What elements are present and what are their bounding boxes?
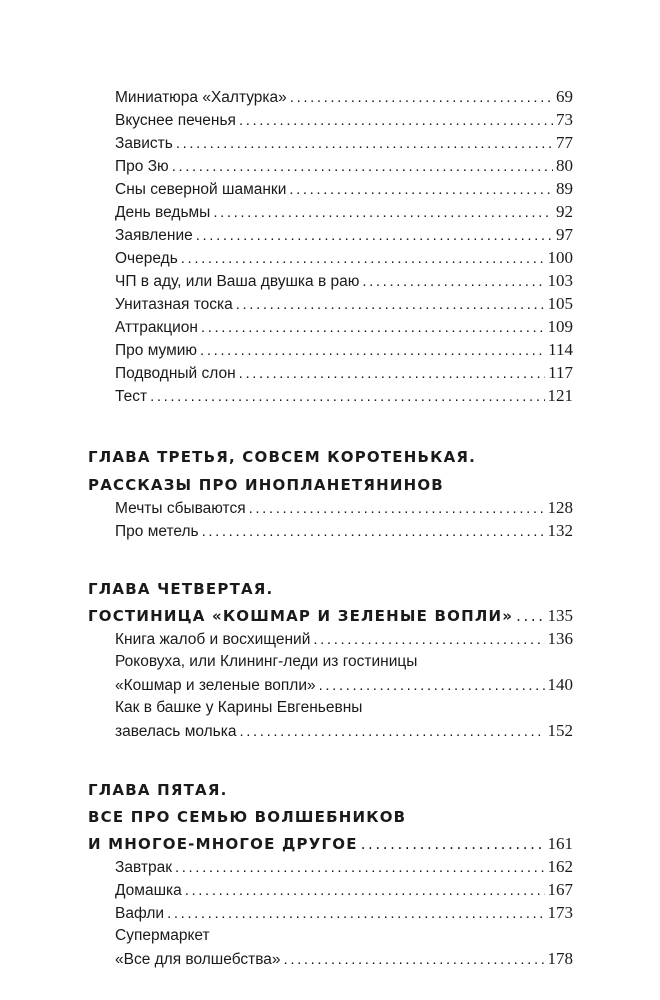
entry-title: День ведьмы: [115, 204, 211, 221]
toc-entry[interactable]: [115, 855, 573, 878]
chapter-heading-line: ВСЕ ПРО СЕМЬЮ ВОЛШЕБНИКОВ: [88, 808, 407, 826]
dot-leader: [150, 385, 544, 407]
dot-leader: [290, 86, 553, 108]
chapter-heading-line: ГЛАВА ПЯТАЯ.: [88, 781, 228, 799]
toc-entry[interactable]: [115, 85, 573, 108]
dot-leader: [236, 293, 545, 315]
dot-leader: [313, 628, 544, 650]
dot-leader: [172, 155, 553, 177]
dot-leader: [284, 948, 545, 970]
entry-page-number: 77: [556, 133, 573, 152]
entry-page-number: 167: [547, 880, 573, 899]
entry-page-number: 114: [548, 340, 573, 359]
entry-page-number: 80: [556, 156, 573, 175]
toc-entry-line1[interactable]: [115, 650, 573, 673]
entry-title: завелась молька: [115, 723, 237, 740]
dot-leader: [289, 178, 553, 200]
entry-page-number: 103: [547, 271, 573, 290]
entry-page-number: 128: [547, 498, 573, 517]
entry-title: Унитазная тоска: [115, 296, 233, 313]
chapter-heading[interactable]: [88, 779, 573, 802]
dot-leader: [185, 879, 545, 901]
dot-leader: [361, 833, 545, 855]
toc-entry[interactable]: [115, 361, 573, 384]
toc-entry[interactable]: [115, 154, 573, 177]
entry-page-number: 173: [547, 903, 573, 922]
dot-leader: [213, 201, 553, 223]
entry-page-number: 152: [547, 721, 573, 740]
entry-page-number: 69: [556, 87, 573, 106]
toc-entry[interactable]: [115, 200, 573, 223]
toc-entry[interactable]: [115, 246, 573, 269]
dot-leader: [240, 720, 545, 742]
dot-leader: [239, 362, 545, 384]
chapter-heading-line: РАССКАЗЫ ПРО ИНОПЛАНЕТЯНИНОВ: [88, 476, 444, 494]
toc-entry[interactable]: [115, 384, 573, 407]
entry-page-number: 105: [547, 294, 573, 313]
dot-leader: [196, 224, 553, 246]
entry-page-number: 132: [547, 521, 573, 540]
entry-title: Вкуснее печенья: [115, 112, 236, 129]
toc-entry[interactable]: [115, 108, 573, 131]
toc-entry[interactable]: [115, 177, 573, 200]
toc-entry[interactable]: [115, 901, 573, 924]
entry-title: Подводный слон: [115, 365, 236, 382]
chapter-heading[interactable]: [88, 578, 573, 601]
entry-title: Мечты сбываются: [115, 500, 246, 517]
chapter-heading[interactable]: [88, 474, 573, 497]
dot-leader: [239, 109, 553, 131]
chapter-heading[interactable]: [88, 832, 573, 855]
entry-page-number: 109: [547, 317, 573, 336]
entry-title: ЧП в аду, или Ваша двушка в раю: [115, 273, 360, 290]
dot-leader: [176, 132, 553, 154]
dot-leader: [201, 316, 545, 338]
toc-entry[interactable]: [115, 315, 573, 338]
toc-entry[interactable]: [115, 131, 573, 154]
entry-page-number: 178: [547, 949, 573, 968]
chapter-heading[interactable]: [88, 604, 573, 627]
entry-title: Как в башке у Карины Евгеньевны: [115, 699, 363, 716]
entry-title: Аттракцион: [115, 319, 198, 336]
entry-title: Сны северной шаманки: [115, 181, 287, 198]
dot-leader: [200, 339, 545, 361]
entry-title: Супермаркет: [115, 927, 210, 944]
entry-page-number: 89: [556, 179, 573, 198]
toc-entry-line1[interactable]: [115, 924, 573, 947]
dot-leader: [202, 520, 545, 542]
chapter-heading-line: И МНОГОЕ-МНОГОЕ ДРУГОЕ: [88, 835, 358, 853]
entry-page-number: 73: [556, 110, 573, 129]
entry-title: Домашка: [115, 882, 182, 899]
entry-title: Книга жалоб и восхищений: [115, 631, 311, 648]
entry-title: Про Зю: [115, 158, 169, 175]
toc-entry[interactable]: [115, 338, 573, 361]
entry-title: Тест: [115, 388, 148, 405]
entry-page-number: 117: [548, 363, 573, 382]
entry-title: Про мумию: [115, 342, 198, 359]
toc-entry[interactable]: [115, 223, 573, 246]
toc-entry[interactable]: [115, 496, 573, 519]
toc-entry-line2[interactable]: [115, 719, 573, 742]
entry-page-number: 92: [556, 202, 573, 221]
toc-entry-line1[interactable]: [115, 696, 573, 719]
entry-title: Зависть: [115, 135, 173, 152]
entry-page-number: 162: [547, 857, 573, 876]
chapter-page-number: 161: [547, 834, 573, 853]
entry-page-number: 97: [556, 225, 573, 244]
entry-page-number: 136: [547, 629, 573, 648]
toc-entry[interactable]: [115, 878, 573, 901]
toc-entry[interactable]: [115, 269, 573, 292]
entry-title: «Все для волшебства»: [115, 951, 281, 968]
entry-title: «Кошмар и зеленые вопли»: [115, 677, 316, 694]
chapter-heading-line: ГЛАВА ТРЕТЬЯ, СОВСЕМ КОРОТЕНЬКАЯ.: [88, 448, 477, 466]
chapter-page-number: 135: [547, 606, 573, 625]
dot-leader: [249, 497, 545, 519]
dot-leader: [167, 902, 544, 924]
dot-leader: [319, 674, 545, 696]
entry-title: Очередь: [115, 250, 178, 267]
entry-title: Про метель: [115, 523, 199, 540]
chapter-heading[interactable]: [88, 446, 573, 469]
entry-title: Заявление: [115, 227, 193, 244]
entry-page-number: 140: [547, 675, 573, 694]
dot-leader: [175, 856, 545, 878]
chapter-heading[interactable]: [88, 806, 573, 829]
toc-entry-line2[interactable]: [115, 673, 573, 696]
entry-page-number: 121: [547, 386, 573, 405]
dot-leader: [362, 270, 544, 292]
entry-title: Миниатюра «Халтурка»: [115, 89, 287, 106]
toc-entry[interactable]: [115, 292, 573, 315]
entry-title: Вафли: [115, 905, 165, 922]
entry-page-number: 100: [547, 248, 573, 267]
toc-entry[interactable]: [115, 627, 573, 650]
entry-title: Роковуха, или Клининг-леди из гостиницы: [115, 653, 418, 670]
toc-entry[interactable]: [115, 519, 573, 542]
entry-title: Завтрак: [115, 859, 172, 876]
chapter-heading-line: ГЛАВА ЧЕТВЕРТАЯ.: [88, 580, 274, 598]
toc-entry-line2[interactable]: [115, 947, 573, 970]
chapter-heading-line: ГОСТИНИЦА «КОШМАР И ЗЕЛЕНЫЕ ВОПЛИ»: [88, 607, 514, 625]
dot-leader: [516, 605, 544, 627]
dot-leader: [181, 247, 545, 269]
